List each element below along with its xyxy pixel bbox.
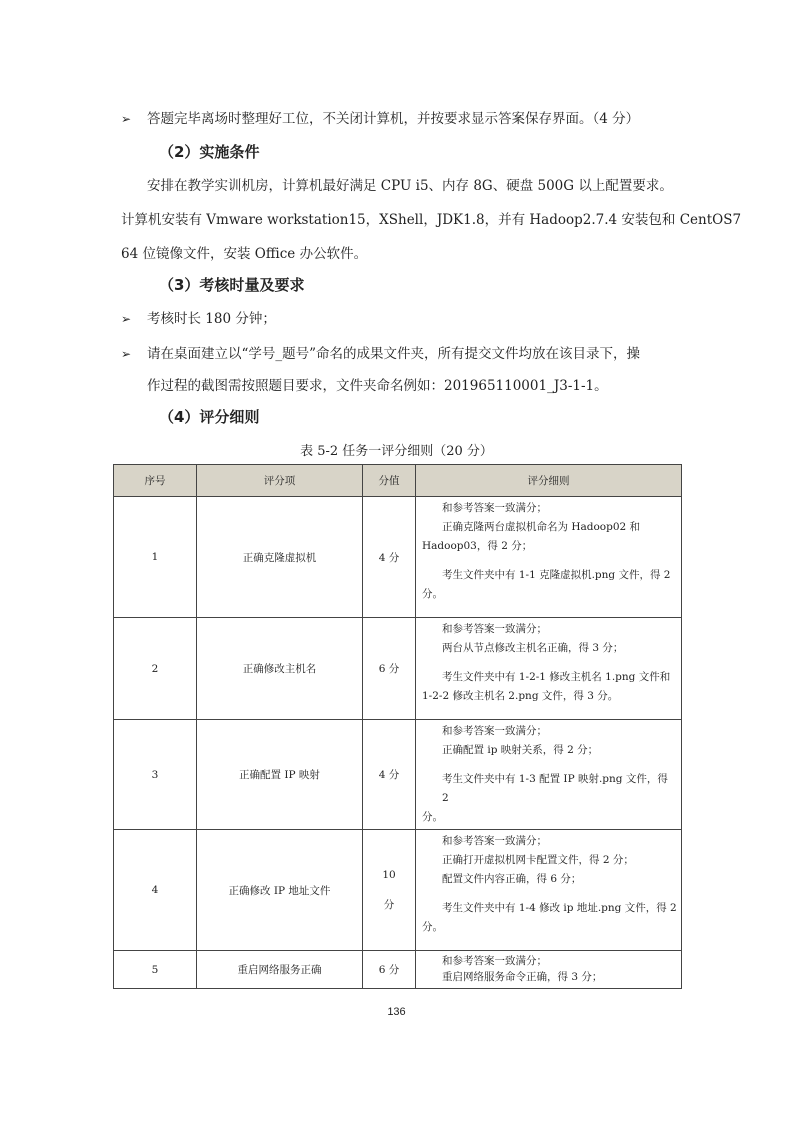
row-detail bbox=[416, 618, 682, 720]
row-no: 1 bbox=[114, 497, 197, 618]
header-no: 序号 bbox=[114, 465, 197, 497]
row-detail bbox=[416, 951, 682, 989]
detail-line: 和参考答案一致满分； bbox=[442, 623, 547, 635]
row-score: 4 分 bbox=[363, 497, 416, 618]
detail-line: 考生文件夹中有 1-1 克隆虚拟机.png 文件，得 2 bbox=[442, 569, 671, 581]
detail-line: 和参考答案一致满分； bbox=[442, 502, 547, 514]
paragraph-line: 64 位镜像文件，安装 Office 办公软件。 bbox=[121, 246, 368, 262]
row-item: 正确克隆虚拟机 bbox=[197, 497, 363, 618]
bullet-continuation: 作过程的截图需按照题目要求，文件夹命名例如：201965110001_J3-1-1。 bbox=[147, 378, 608, 394]
arrow-bullet-icon: ➢ bbox=[121, 112, 132, 126]
detail-line: 和参考答案一致满分； bbox=[442, 955, 547, 967]
section-heading-conditions: （2）实施条件 bbox=[159, 143, 260, 161]
detail-line: 两台从节点修改主机名正确，得 3 分； bbox=[442, 642, 624, 654]
table-row bbox=[114, 497, 682, 618]
row-no: 3 bbox=[114, 720, 197, 830]
section-heading-time: （3）考核时量及要求 bbox=[159, 276, 305, 294]
detail-line: 考生文件夹中有 1-3 配置 IP 映射.png 文件，得 2 bbox=[442, 773, 668, 804]
table-row bbox=[114, 830, 682, 951]
detail-line: 配置文件内容正确，得 6 分； bbox=[442, 873, 582, 885]
header-item: 评分项 bbox=[197, 465, 363, 497]
row-detail bbox=[416, 720, 682, 830]
header-score: 分值 bbox=[363, 465, 416, 497]
bullet-item: ➢ 答题完毕离场时整理好工位，不关闭计算机，并按要求显示答案保存界面。（4 分） bbox=[121, 111, 640, 127]
scoring-table bbox=[113, 464, 682, 989]
row-item: 正确修改 IP 地址文件 bbox=[197, 830, 363, 951]
detail-line: 考生文件夹中有 1-2-1 修改主机名 1.png 文件和 bbox=[442, 671, 671, 683]
row-detail bbox=[416, 830, 682, 951]
table-row bbox=[114, 618, 682, 720]
row-score: 10 分 bbox=[363, 830, 416, 951]
bullet-item: ➢ 考核时长 180 分钟； bbox=[121, 311, 276, 327]
bullet-item: ➢ 请在桌面建立以“学号_题号”命名的成果文件夹，所有提交文件均放在该目录下，操 bbox=[121, 346, 641, 362]
arrow-bullet-icon: ➢ bbox=[121, 347, 132, 361]
detail-line: 正确克隆两台虚拟机命名为 Hadoop02 和 bbox=[442, 521, 641, 533]
header-detail: 评分细则 bbox=[416, 465, 682, 497]
detail-line: 和参考答案一致满分； bbox=[442, 725, 547, 737]
detail-line: 分。 bbox=[422, 588, 443, 600]
table-caption: 表 5-2 任务一评分细则（20 分） bbox=[300, 444, 493, 459]
detail-line: 分。 bbox=[422, 811, 443, 823]
section-heading-scoring: （4）评分细则 bbox=[159, 408, 260, 426]
row-item: 正确修改主机名 bbox=[197, 618, 363, 720]
detail-line: 正确打开虚拟机网卡配置文件，得 2 分； bbox=[442, 854, 634, 866]
row-no: 4 bbox=[114, 830, 197, 951]
row-score: 4 分 bbox=[363, 720, 416, 830]
table-row bbox=[114, 951, 682, 989]
paragraph-line: 计算机安装有 Vmware workstation15，XShell，JDK1.8，并有 Hadoop2.7.4 安装包和 CentOS7 bbox=[121, 212, 742, 228]
row-no: 2 bbox=[114, 618, 197, 720]
detail-line: 1-2-2 修改主机名 2.png 文件，得 3 分。 bbox=[422, 690, 619, 702]
row-detail bbox=[416, 497, 682, 618]
detail-line: 考生文件夹中有 1-4 修改 ip 地址.png 文件，得 2 bbox=[442, 902, 677, 914]
detail-line: 重启网络服务命令正确，得 3 分； bbox=[442, 971, 603, 983]
detail-line: Hadoop03，得 2 分； bbox=[422, 540, 533, 552]
paragraph-line: 安排在教学实训机房，计算机最好满足 CPU i5、内存 8G、硬盘 500G 以上配置要求。 bbox=[147, 178, 673, 194]
page-number: 136 bbox=[387, 1006, 406, 1018]
table-header-row bbox=[114, 465, 682, 497]
arrow-bullet-icon: ➢ bbox=[121, 312, 132, 326]
row-score: 6 分 bbox=[363, 951, 416, 989]
table-row bbox=[114, 720, 682, 830]
detail-line: 正确配置 ip 映射关系，得 2 分； bbox=[442, 744, 599, 756]
detail-line: 和参考答案一致满分； bbox=[442, 835, 547, 847]
row-no: 5 bbox=[114, 951, 197, 989]
row-item: 正确配置 IP 映射 bbox=[197, 720, 363, 830]
row-score: 6 分 bbox=[363, 618, 416, 720]
row-item: 重启网络服务正确 bbox=[197, 951, 363, 989]
detail-line: 分。 bbox=[422, 921, 443, 933]
